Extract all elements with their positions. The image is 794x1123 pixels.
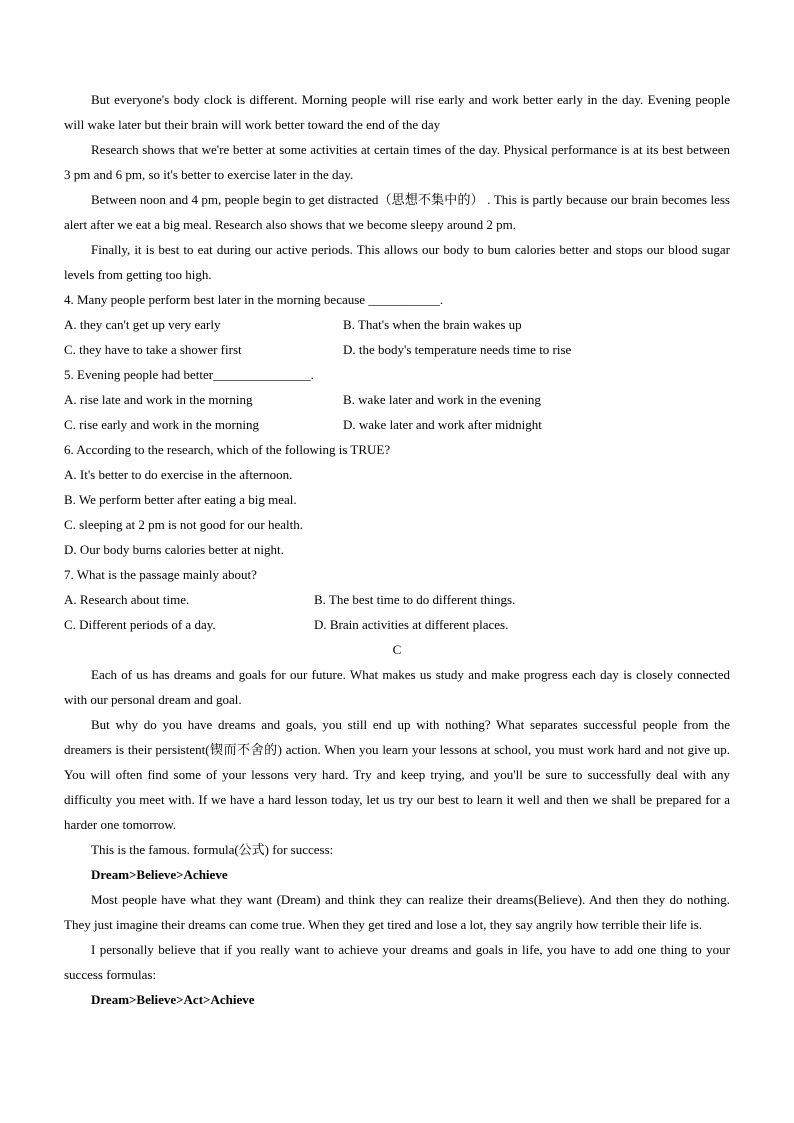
- option-a: A. It's better to do exercise in the afternoon.: [64, 467, 293, 482]
- paragraph: But everyone's body clock is different. Morning people will rise early and work better early in the day. Evening people will wake later but their brain will work better toward the end of the day: [64, 92, 730, 132]
- option-a: A. they can't get up very early: [64, 317, 221, 332]
- option-b: B. That's when the brain wakes up: [343, 317, 522, 332]
- paragraph: Each of us has dreams and goals for our future. What makes us study and make progress each day is closely connected with our personal dream and goal.: [64, 667, 730, 707]
- option-b: B. We perform better after eating a big meal.: [64, 492, 297, 507]
- question-7-options-row-2: [64, 612, 730, 637]
- option-c: C. Different periods of a day.: [64, 617, 216, 632]
- paragraph: I personally believe that if you really want to achieve your dreams and goals in life, you have to add one thing to your success formulas:: [64, 942, 730, 982]
- question-5-stem: 5. Evening people had better_______________.: [64, 367, 314, 382]
- question-7-stem: 7. What is the passage mainly about?: [64, 567, 257, 582]
- paragraph: Most people have what they want (Dream) and think they can realize their dreams(Believe). And then they do nothing. They just imagine their dreams can come true. When they get tired and lose a lot, they say angrily how terrible their life is.: [64, 892, 730, 932]
- option-a: A. Research about time.: [64, 592, 190, 607]
- question-4-options-row-2: [64, 337, 730, 362]
- question-4-stem: 4. Many people perform best later in the morning because ___________.: [64, 292, 444, 307]
- option-d: D. wake later and work after midnight: [343, 417, 542, 432]
- option-d: D. the body's temperature needs time to rise: [343, 342, 572, 357]
- option-c: C. sleeping at 2 pm is not good for our health.: [64, 517, 304, 532]
- question-6-stem: 6. According to the research, which of the following is TRUE?: [64, 442, 391, 457]
- section-c-heading: C: [392, 642, 402, 657]
- formula-1: Dream>Believe>Achieve: [91, 867, 228, 882]
- paragraph: Research shows that we're better at some activities at certain times of the day. Physical performance is at its best between 3 pm and 6 pm, so it's better to exercise later in the day.: [64, 142, 730, 182]
- option-d: D. Brain activities at different places.: [314, 617, 509, 632]
- question-7-options-row-1: [64, 587, 730, 612]
- option-b: B. wake later and work in the evening: [343, 392, 541, 407]
- question-5-options-row-1: [64, 387, 730, 412]
- option-d: D. Our body burns calories better at night.: [64, 542, 284, 557]
- document-content: [64, 87, 730, 1012]
- option-b: B. The best time to do different things.: [314, 592, 516, 607]
- question-4-options-row-1: [64, 312, 730, 337]
- option-c: C. rise early and work in the morning: [64, 417, 259, 432]
- paragraph: This is the famous. formula(公式) for success:: [91, 842, 334, 857]
- question-5-options-row-2: [64, 412, 730, 437]
- option-c: C. they have to take a shower first: [64, 342, 242, 357]
- paragraph: Finally, it is best to eat during our active periods. This allows our body to bum calories better and stops our blood sugar levels from getting too high.: [64, 242, 730, 282]
- option-a: A. rise late and work in the morning: [64, 392, 253, 407]
- formula-2: Dream>Believe>Act>Achieve: [91, 992, 255, 1007]
- paragraph: Between noon and 4 pm, people begin to get distracted（思想不集中的） . This is partly because our brain becomes less alert after we eat a big meal. Research also shows that we become sleepy around 2 pm.: [64, 192, 730, 232]
- paragraph: But why do you have dreams and goals, you still end up with nothing? What separates successful people from the dreamers is their persistent(锲而不舍的) action. When you learn your lessons at school, you must work hard and not give up. You will often find some of your lessons very hard. Try and keep trying, and you'll be sure to successfully deal with any difficulty you meet with. If we have a hard lesson today, let us try our best to learn it well and then we shall be prepared for a harder one tomorrow.: [64, 717, 730, 832]
